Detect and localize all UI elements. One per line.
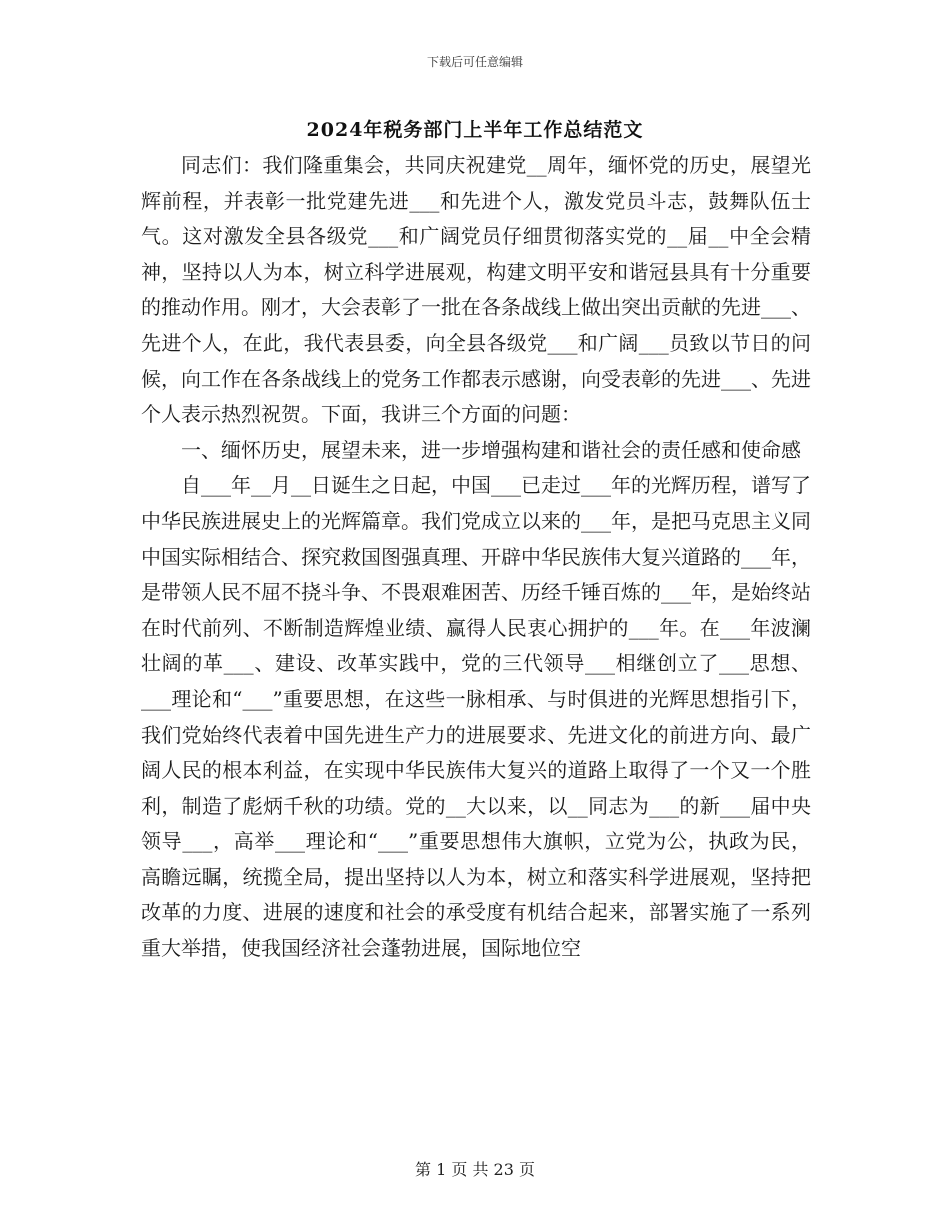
- document-title: 2024年税务部门上半年工作总结范文: [306, 119, 644, 141]
- paragraph-section-heading: 一、缅怀历史，展望未来，进一步增强构建和谐社会的责任感和使命感: [181, 437, 801, 462]
- paragraph-history: 自___年__月__日诞生之日起，中国___已走过___年的光辉历程，谱写了中华民族进展史上的光辉篇章。我们党成立以来的___年，是把马克思主义同中国实际相结合、探究救国图强真理、开辟中华民族伟大复兴道路的___年，是带领人民不屈不挠斗争、不畏艰难困苦、历经千锤百炼的___年，是始终站在时代前列、不断制造辉煌业绩、赢得人民衷心拥护的___年。在___年波澜壮阔的革___、建设、改革实践中，党的三代领导___相继创立了___思想、___理论和“___”重要思想，在这些一脉相承、与时俱进的光辉思想指引下，我们党始终代表着中国先进生产力的进展要求、先进文化的前进方向、最广阔人民的根本利益，在实现中华民族伟大复兴的道路上取得了一个又一个胜利，制造了彪炳千秋的功绩。党的__大以来，以__同志为___的新___届中央领导___，高举___理论和“___”重要思想伟大旗帜，立党为公，执政为民，高瞻远瞩，统揽全局，提出坚持以人为本，树立和落实科学进展观，坚持把改革的力度、进展的速度和社会的承受度有机结合起来，部署实施了一系列重大举措，使我国经济社会蓬勃进展，国际地位空: [141, 473, 811, 961]
- page-number: 第 1 页 共 23 页: [415, 1160, 535, 1179]
- header-note: 下载后可任意编辑: [426, 55, 523, 69]
- paragraph-greeting: 同志们：我们隆重集会，共同庆祝建党__周年，缅怀党的历史，展望光辉前程，并表彰一批党建先进___和先进个人，激发党员斗志，鼓舞队伍士气。这对激发全县各级党___和广阔党员仔细贯彻落实党的__届__中全会精神，坚持以人为本，树立科学进展观，构建文明平安和谐冠县具有十分重要的推动作用。刚才，大会表彰了一批在各条战线上做出突出贡献的先进___、先进个人，在此，我代表县委，向全县各级党___和广阔___员致以节日的问候，向工作在各条战线上的党务工作都表示感谢，向受表彰的先进___、先进个人表示热烈祝贺。下面，我讲三个方面的问题：: [141, 153, 811, 427]
- document-body: [141, 148, 811, 967]
